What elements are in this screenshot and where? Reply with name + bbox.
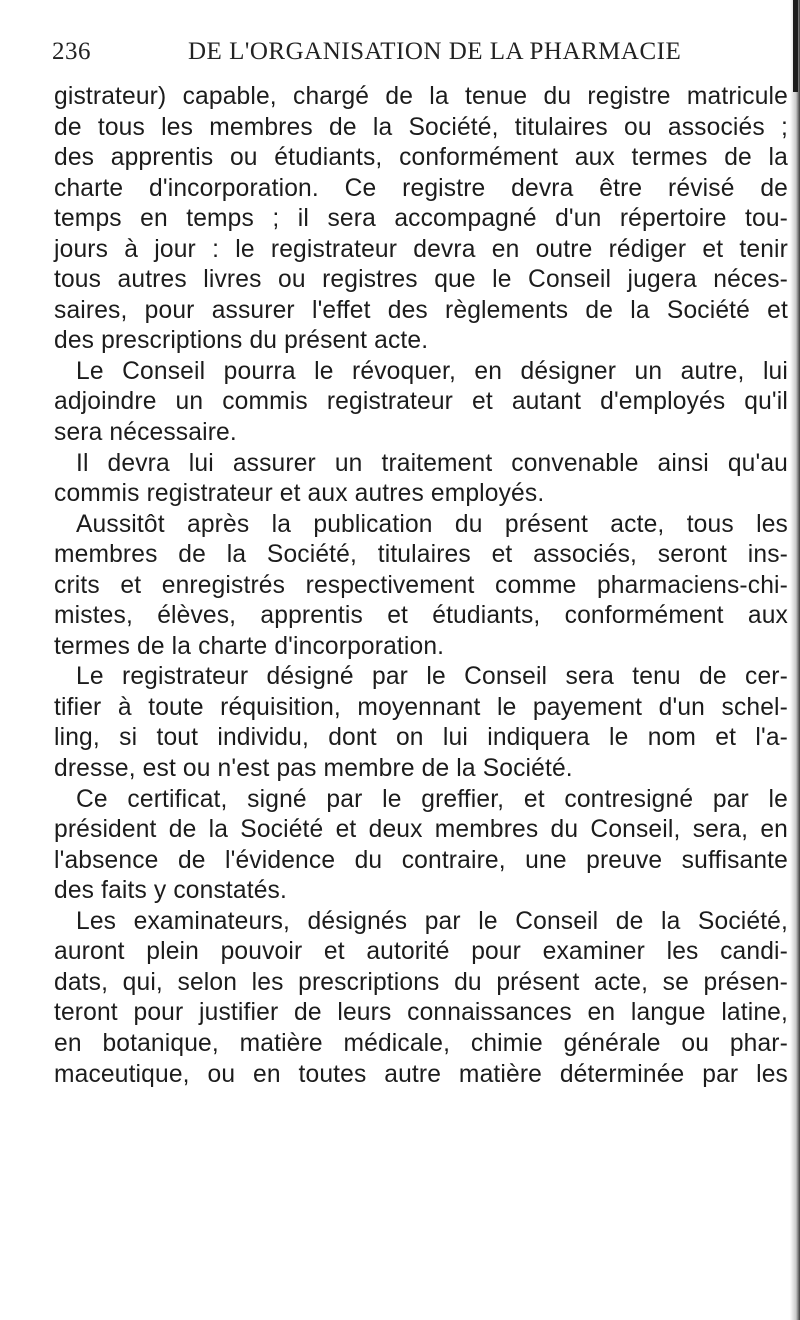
text-line: temps en temps ; il sera accompagné d'un répertoire tou- <box>54 205 788 233</box>
text-line: de tous les membres de la Société, titulaires ou associés ; <box>54 113 788 141</box>
text-line: tifier à toute réquisition, moyennant le payement d'un schel- <box>54 693 788 721</box>
text-line: Les examinateurs, désignés par le Conseil de la Société, <box>76 907 788 935</box>
text-line: gistrateur) capable, chargé de la tenue du registre matricule <box>54 83 788 110</box>
text-line: auront plein pouvoir et autorité pour examiner les candi- <box>54 938 788 966</box>
text-line: teront pour justifier de leurs connaissances en langue latine, <box>54 999 788 1027</box>
text-line: jours à jour : le registrateur devra en outre rédiger et tenir <box>54 235 788 263</box>
text-line: Le Conseil pourra le révoquer, en désigner un autre, lui <box>76 357 788 385</box>
running-head: DE L'ORGANISATION DE LA PHARMACIE <box>188 38 682 65</box>
page-header <box>52 38 752 72</box>
text-line: ling, si tout individu, dont on lui indiquera le nom et l'a- <box>54 724 788 752</box>
text-line: Ce certificat, signé par le greffier, et contresigné par le <box>76 785 788 813</box>
page-edge-mark <box>793 0 798 92</box>
text-line: crits et enregistrés respectivement comme pharmaciens-chi- <box>54 571 788 599</box>
text-line: dresse, est ou n'est pas membre de la Société. <box>54 755 573 783</box>
text-line: des prescriptions du présent acte. <box>54 327 429 355</box>
text-line: dats, qui, selon les prescriptions du présent acte, se présen- <box>54 968 788 996</box>
text-line: tous autres livres ou registres que le Conseil jugera néces- <box>54 266 788 294</box>
text-line: mistes, élèves, apprentis et étudiants, conformément aux <box>54 602 788 630</box>
text-line: des faits y constatés. <box>54 877 287 905</box>
text-line: maceutique, ou en toutes autre matière déterminée par les <box>54 1060 788 1088</box>
text-line: saires, pour assurer l'effet des règlements de la Société et <box>54 296 788 324</box>
text-line: commis registrateur et aux autres employés. <box>54 480 545 508</box>
page-edge-shadow <box>790 0 800 1320</box>
text-line: en botanique, matière médicale, chimie générale ou phar- <box>54 1029 788 1057</box>
text-line: Le registrateur désigné par le Conseil sera tenu de cer- <box>76 663 788 691</box>
text-line: président de la Société et deux membres du Conseil, sera, en <box>54 816 788 844</box>
text-line: l'absence de l'évidence du contraire, une preuve suffisante <box>54 846 788 874</box>
text-line: adjoindre un commis registrateur et autant d'employés qu'il <box>54 388 788 416</box>
text-line: des apprentis ou étudiants, conformément aux termes de la <box>54 144 788 172</box>
text-line: membres de la Société, titulaires et associés, seront ins- <box>54 541 788 569</box>
body-text <box>54 82 788 1090</box>
page-number: 236 <box>52 38 91 65</box>
text-line: sera nécessaire. <box>54 419 237 447</box>
text-line: charte d'incorporation. Ce registre devra être révisé de <box>54 174 788 202</box>
text-line: Il devra lui assurer un traitement convenable ainsi qu'au <box>76 449 788 477</box>
text-line: termes de la charte d'incorporation. <box>54 632 445 660</box>
text-line: Aussitôt après la publication du présent acte, tous les <box>76 510 788 538</box>
